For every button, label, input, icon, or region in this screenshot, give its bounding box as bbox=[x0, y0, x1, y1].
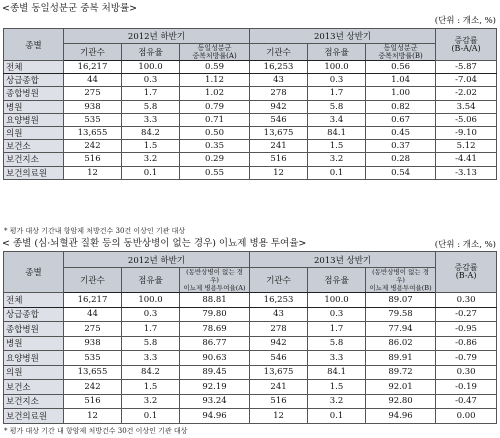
rate-b-cell: 79.58 bbox=[366, 307, 436, 322]
rate-b-cell: 0.67 bbox=[366, 113, 436, 126]
rate-b-cell: 86.02 bbox=[366, 336, 436, 351]
share-b-cell: 5.8 bbox=[308, 100, 366, 113]
share-a-cell: 100.0 bbox=[122, 293, 180, 308]
category-cell: 요양병원 bbox=[4, 113, 64, 126]
rate-a-cell: 78.69 bbox=[180, 322, 250, 337]
change-cell: 0.00 bbox=[436, 409, 497, 424]
count-a-cell: 275 bbox=[64, 87, 122, 100]
table-row bbox=[4, 365, 497, 380]
share-b-cell: 100.0 bbox=[308, 61, 366, 74]
rate-b-cell: 89.07 bbox=[366, 293, 436, 308]
rate-a-cell: 94.96 bbox=[180, 409, 250, 424]
category-cell: 의원 bbox=[4, 126, 64, 139]
table-row bbox=[4, 166, 497, 179]
rate-a-cell: 0.35 bbox=[180, 140, 250, 153]
section2-header-row1 bbox=[4, 252, 497, 268]
table-row bbox=[4, 307, 497, 322]
count-b-cell: 278 bbox=[250, 322, 308, 337]
rate-a-cell: 93.24 bbox=[180, 394, 250, 409]
count-b-cell: 942 bbox=[250, 336, 308, 351]
count-a-cell: 44 bbox=[64, 74, 122, 87]
share-a-cell: 3.2 bbox=[122, 394, 180, 409]
count-a-cell: 516 bbox=[64, 153, 122, 166]
count-b-cell: 942 bbox=[250, 100, 308, 113]
category-cell: 요양병원 bbox=[4, 351, 64, 366]
change-cell: 3.54 bbox=[436, 100, 497, 113]
section2-header-count-b: 기관수 bbox=[250, 268, 308, 293]
section1-header-share-a: 점유율 bbox=[122, 44, 180, 61]
rate-b-cell: 89.91 bbox=[366, 351, 436, 366]
section2-unit: (단위 : 개소, %) bbox=[434, 240, 496, 250]
share-a-cell: 3.3 bbox=[122, 113, 180, 126]
category-cell: 전체 bbox=[4, 61, 64, 74]
share-a-cell: 84.2 bbox=[122, 126, 180, 139]
count-b-cell: 43 bbox=[250, 74, 308, 87]
count-b-cell: 516 bbox=[250, 394, 308, 409]
section1-header-row2 bbox=[4, 44, 497, 61]
count-a-cell: 12 bbox=[64, 166, 122, 179]
count-b-cell: 241 bbox=[250, 140, 308, 153]
category-cell: 보건지소 bbox=[4, 394, 64, 409]
share-a-cell: 5.8 bbox=[122, 336, 180, 351]
table-row bbox=[4, 409, 497, 424]
change-cell: -0.47 bbox=[436, 394, 497, 409]
section1-header-change: 증감률 (B-A/A) bbox=[436, 29, 497, 61]
rate-a-cell: 88.81 bbox=[180, 293, 250, 308]
category-cell: 상급종합 bbox=[4, 307, 64, 322]
rate-a-cell: 0.71 bbox=[180, 113, 250, 126]
change-cell: -2.02 bbox=[436, 87, 497, 100]
share-b-cell: 1.5 bbox=[308, 380, 366, 395]
section1-header-rate-a: 동일성분군 중복처방률(A) bbox=[180, 44, 250, 61]
count-a-cell: 535 bbox=[64, 351, 122, 366]
change-cell: -0.27 bbox=[436, 307, 497, 322]
rate-b-cell: 0.56 bbox=[366, 61, 436, 74]
section1-table-body bbox=[4, 61, 497, 180]
count-a-cell: 938 bbox=[64, 336, 122, 351]
table-row bbox=[4, 351, 497, 366]
share-b-cell: 1.7 bbox=[308, 87, 366, 100]
share-a-cell: 0.1 bbox=[122, 166, 180, 179]
count-a-cell: 16,217 bbox=[64, 61, 122, 74]
section1-header-period1: 2012년 하반기 bbox=[64, 29, 250, 44]
rate-a-cell: 0.50 bbox=[180, 126, 250, 139]
rate-a-cell: 1.02 bbox=[180, 87, 250, 100]
change-cell: -0.79 bbox=[436, 351, 497, 366]
change-cell: -4.41 bbox=[436, 153, 497, 166]
section2-note: * 평가 대상 기간 내 항암제 처방건수 30건 이상인 기관 대상 bbox=[4, 427, 188, 435]
section2-header-row2 bbox=[4, 268, 497, 293]
section1-title: <종별 동일성분군 중복 처방률> bbox=[2, 3, 138, 14]
count-b-cell: 16,253 bbox=[250, 293, 308, 308]
share-b-cell: 1.5 bbox=[308, 140, 366, 153]
section1-header-period2: 2013년 상반기 bbox=[250, 29, 436, 44]
section1-header-share-b: 점유율 bbox=[308, 44, 366, 61]
share-b-cell: 3.4 bbox=[308, 113, 366, 126]
change-cell: 0.30 bbox=[436, 293, 497, 308]
count-a-cell: 242 bbox=[64, 140, 122, 153]
share-a-cell: 3.3 bbox=[122, 351, 180, 366]
share-b-cell: 0.3 bbox=[308, 307, 366, 322]
count-b-cell: 546 bbox=[250, 113, 308, 126]
section1-header-count-b: 기관수 bbox=[250, 44, 308, 61]
category-cell: 전체 bbox=[4, 293, 64, 308]
rate-a-cell: 0.59 bbox=[180, 61, 250, 74]
table-row bbox=[4, 380, 497, 395]
category-cell: 병원 bbox=[4, 336, 64, 351]
share-b-cell: 0.1 bbox=[308, 166, 366, 179]
category-cell: 의원 bbox=[4, 365, 64, 380]
table-row bbox=[4, 336, 497, 351]
table-row bbox=[4, 153, 497, 166]
rate-b-cell: 0.54 bbox=[366, 166, 436, 179]
category-cell: 보건의료원 bbox=[4, 409, 64, 424]
rate-b-cell: 1.04 bbox=[366, 74, 436, 87]
section2-header-share-a: 점유율 bbox=[122, 268, 180, 293]
count-b-cell: 43 bbox=[250, 307, 308, 322]
section1-header-rate-b: 동일성분군 중복처방률(B) bbox=[366, 44, 436, 61]
section2-header-change: 증감률 (B-A) bbox=[436, 252, 497, 293]
share-a-cell: 1.5 bbox=[122, 140, 180, 153]
category-cell: 보건의료원 bbox=[4, 166, 64, 179]
category-cell: 보건소 bbox=[4, 380, 64, 395]
section2-header-period2: 2013년 상반기 bbox=[250, 252, 436, 268]
change-cell: -7.04 bbox=[436, 74, 497, 87]
section2-header-share-b: 점유율 bbox=[308, 268, 366, 293]
share-b-cell: 84.1 bbox=[308, 365, 366, 380]
count-a-cell: 44 bbox=[64, 307, 122, 322]
count-a-cell: 938 bbox=[64, 100, 122, 113]
share-a-cell: 3.2 bbox=[122, 153, 180, 166]
count-a-cell: 275 bbox=[64, 322, 122, 337]
section2-header-rate-a: (동반상병이 없는 경우) 이뇨제 병용투여율(A) bbox=[180, 268, 250, 293]
section2-header-rate-b: (동반상병이 없는 경우) 이뇨제 병용투여율(B) bbox=[366, 268, 436, 293]
count-b-cell: 13,675 bbox=[250, 365, 308, 380]
share-b-cell: 0.1 bbox=[308, 409, 366, 424]
share-b-cell: 3.3 bbox=[308, 351, 366, 366]
section1-table bbox=[3, 28, 497, 180]
section2-header-category: 종별 bbox=[4, 252, 64, 293]
share-b-cell: 84.1 bbox=[308, 126, 366, 139]
table-row bbox=[4, 61, 497, 74]
count-b-cell: 278 bbox=[250, 87, 308, 100]
count-a-cell: 12 bbox=[64, 409, 122, 424]
count-a-cell: 13,655 bbox=[64, 126, 122, 139]
share-b-cell: 3.2 bbox=[308, 153, 366, 166]
category-cell: 보건지소 bbox=[4, 153, 64, 166]
share-a-cell: 1.7 bbox=[122, 87, 180, 100]
rate-b-cell: 0.45 bbox=[366, 126, 436, 139]
section1-header-category: 종별 bbox=[4, 29, 64, 61]
change-cell: -0.86 bbox=[436, 336, 497, 351]
rate-b-cell: 92.01 bbox=[366, 380, 436, 395]
section1-header-row1 bbox=[4, 29, 497, 44]
rate-b-cell: 92.80 bbox=[366, 394, 436, 409]
rate-b-cell: 0.82 bbox=[366, 100, 436, 113]
rate-b-cell: 0.37 bbox=[366, 140, 436, 153]
share-b-cell: 1.7 bbox=[308, 322, 366, 337]
rate-b-cell: 1.00 bbox=[366, 87, 436, 100]
count-b-cell: 16,253 bbox=[250, 61, 308, 74]
share-a-cell: 100.0 bbox=[122, 61, 180, 74]
change-cell: 0.30 bbox=[436, 365, 497, 380]
category-cell: 종합병원 bbox=[4, 322, 64, 337]
share-b-cell: 0.3 bbox=[308, 74, 366, 87]
change-cell: -5.06 bbox=[436, 113, 497, 126]
table-row bbox=[4, 322, 497, 337]
share-b-cell: 3.2 bbox=[308, 394, 366, 409]
table-row bbox=[4, 87, 497, 100]
table-row bbox=[4, 293, 497, 308]
rate-b-cell: 89.72 bbox=[366, 365, 436, 380]
table-row bbox=[4, 100, 497, 113]
share-a-cell: 0.3 bbox=[122, 307, 180, 322]
section2-title: < 종별 (심·뇌혈관 질환 등의 동반상병이 없는 경우) 이뇨제 병용 투여율> bbox=[2, 238, 307, 249]
share-a-cell: 5.8 bbox=[122, 100, 180, 113]
share-a-cell: 1.5 bbox=[122, 380, 180, 395]
section2-table-body bbox=[4, 293, 497, 424]
change-cell: -0.95 bbox=[436, 322, 497, 337]
count-b-cell: 13,675 bbox=[250, 126, 308, 139]
table-row bbox=[4, 140, 497, 153]
share-a-cell: 84.2 bbox=[122, 365, 180, 380]
section2-header-count-a: 기관수 bbox=[64, 268, 122, 293]
rate-a-cell: 86.77 bbox=[180, 336, 250, 351]
table-row bbox=[4, 113, 497, 126]
count-a-cell: 516 bbox=[64, 394, 122, 409]
table-row bbox=[4, 394, 497, 409]
section2-header-period1: 2012년 하반기 bbox=[64, 252, 250, 268]
share-a-cell: 0.1 bbox=[122, 409, 180, 424]
share-b-cell: 5.8 bbox=[308, 336, 366, 351]
count-b-cell: 546 bbox=[250, 351, 308, 366]
section1-header-count-a: 기관수 bbox=[64, 44, 122, 61]
category-cell: 병원 bbox=[4, 100, 64, 113]
rate-a-cell: 92.19 bbox=[180, 380, 250, 395]
change-cell: -5.87 bbox=[436, 61, 497, 74]
change-cell: -3.13 bbox=[436, 166, 497, 179]
section1-note: * 평가 대상 기간내 항암제 처방건수 30건 이상인 기관 대상 bbox=[4, 227, 186, 235]
rate-a-cell: 1.12 bbox=[180, 74, 250, 87]
share-a-cell: 1.7 bbox=[122, 322, 180, 337]
share-b-cell: 100.0 bbox=[308, 293, 366, 308]
category-cell: 상급종합 bbox=[4, 74, 64, 87]
count-a-cell: 535 bbox=[64, 113, 122, 126]
count-a-cell: 242 bbox=[64, 380, 122, 395]
rate-b-cell: 77.94 bbox=[366, 322, 436, 337]
rate-a-cell: 0.55 bbox=[180, 166, 250, 179]
rate-a-cell: 89.45 bbox=[180, 365, 250, 380]
rate-b-cell: 94.96 bbox=[366, 409, 436, 424]
rate-a-cell: 0.29 bbox=[180, 153, 250, 166]
section1-unit: (단위 : 개소, %) bbox=[434, 16, 496, 26]
count-b-cell: 12 bbox=[250, 166, 308, 179]
rate-a-cell: 0.79 bbox=[180, 100, 250, 113]
category-cell: 종합병원 bbox=[4, 87, 64, 100]
count-a-cell: 13,655 bbox=[64, 365, 122, 380]
change-cell: -9.10 bbox=[436, 126, 497, 139]
category-cell: 보건소 bbox=[4, 140, 64, 153]
count-a-cell: 16,217 bbox=[64, 293, 122, 308]
table-row bbox=[4, 74, 497, 87]
change-cell: 5.12 bbox=[436, 140, 497, 153]
rate-b-cell: 0.28 bbox=[366, 153, 436, 166]
rate-a-cell: 79.80 bbox=[180, 307, 250, 322]
count-b-cell: 516 bbox=[250, 153, 308, 166]
table-row bbox=[4, 126, 497, 139]
count-b-cell: 241 bbox=[250, 380, 308, 395]
count-b-cell: 12 bbox=[250, 409, 308, 424]
change-cell: -0.19 bbox=[436, 380, 497, 395]
section2-table bbox=[3, 251, 497, 424]
rate-a-cell: 90.63 bbox=[180, 351, 250, 366]
share-a-cell: 0.3 bbox=[122, 74, 180, 87]
